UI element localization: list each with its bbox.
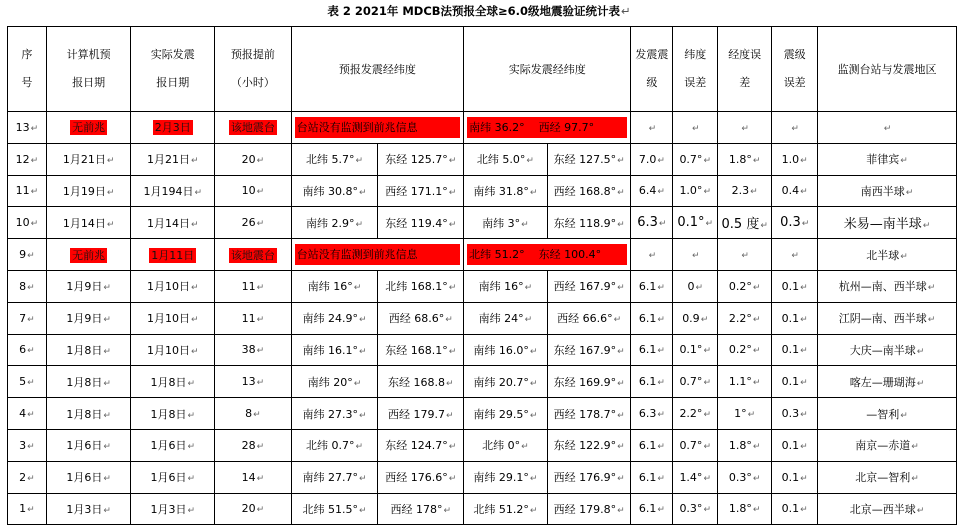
cell-seq: 5↵ — [8, 366, 47, 398]
table-title: 表 2 2021年 MDCB法预报全球≥6.0级地震验证统计表↵ — [327, 4, 631, 18]
cell-pred-lon: 西经 171.1°↵ — [378, 175, 464, 207]
cell-lat-error: ↵ — [673, 239, 718, 271]
cell-pred-lon: 东经 168.1°↵ — [378, 334, 464, 366]
table-row — [8, 302, 957, 334]
cell-lead-time: 20↵ — [215, 143, 292, 175]
cell-station: 大庆—南半球↵ — [818, 334, 957, 366]
header-lon-error: 经度误 差 — [718, 27, 772, 112]
cell-lat-error: 0.1°↵ — [673, 207, 718, 239]
cell-magnitude: 6.1↵ — [631, 461, 673, 493]
cell-mag-error: 0.1↵ — [772, 302, 818, 334]
table-row — [8, 493, 957, 525]
cell-calc-date: 1月8日↵ — [46, 398, 131, 430]
cell-mag-error: 0.1↵ — [772, 270, 818, 302]
cell-station: 北京—西半球↵ — [818, 493, 957, 525]
header-actual-date: 实际发震 报日期 — [131, 27, 215, 112]
cell-calc-date: 1月9日↵ — [46, 302, 131, 334]
cell-actual-lon: 东经 127.5°↵ — [547, 143, 631, 175]
cell-pred-lat: 北纬 51.5°↵ — [291, 493, 378, 525]
cell-station: 南西半球↵ — [818, 175, 957, 207]
cell-magnitude: 6.3↵ — [631, 398, 673, 430]
cell-lead-time: 28↵ — [215, 429, 292, 461]
cell-calc-date: 1月8日↵ — [46, 366, 131, 398]
cell-actual-lon: 西经 167.9°↵ — [547, 270, 631, 302]
cell-station: ↵ — [818, 112, 957, 144]
cell-actual-date: 1月14日↵ — [131, 207, 215, 239]
cell-mag-error: 0.4↵ — [772, 175, 818, 207]
cell-mag-error: 0.3↵ — [772, 398, 818, 430]
cell-station: 喀左—珊瑚海↵ — [818, 366, 957, 398]
cell-pred-lat: 南纬 16°↵ — [291, 270, 378, 302]
cell-calc-date: 1月3日↵ — [46, 493, 131, 525]
cell-lat-error: 0↵ — [673, 270, 718, 302]
cell-station: 江阴—南、西半球↵ — [818, 302, 957, 334]
cell-calc-date: 1月9日↵ — [46, 270, 131, 302]
cell-seq: 10↵ — [8, 207, 47, 239]
cell-magnitude: 6.1↵ — [631, 493, 673, 525]
cell-lon-error: 1°↵ — [718, 398, 772, 430]
cell-actual-date: 1月10日↵ — [131, 302, 215, 334]
earthquake-table — [7, 26, 957, 525]
cell-lat-error: 1.4°↵ — [673, 461, 718, 493]
cell-seq: 9↵ — [8, 239, 47, 271]
cell-magnitude: 7.0↵ — [631, 143, 673, 175]
cell-actual-lat: 北纬 5.0°↵ — [464, 143, 548, 175]
cell-calc-date: 1月6日↵ — [46, 461, 131, 493]
cell-actual-location: 北纬 51.2° 东经 100.4° — [464, 239, 631, 271]
cell-actual-date: 1月194日↵ — [131, 175, 215, 207]
cell-seq: 11↵ — [8, 175, 47, 207]
cell-actual-date: 1月10日↵ — [131, 270, 215, 302]
cell-lead-time: 该地震台 — [215, 239, 292, 271]
cell-actual-date: 1月10日↵ — [131, 334, 215, 366]
cell-lon-error: 1.8°↵ — [718, 143, 772, 175]
cell-lon-error: ↵ — [718, 239, 772, 271]
cell-mag-error: 0.1↵ — [772, 493, 818, 525]
cell-pred-lon: 东经 124.7°↵ — [378, 429, 464, 461]
cell-pred-lat: 南纬 2.9°↵ — [291, 207, 378, 239]
cell-actual-lat: 南纬 31.8°↵ — [464, 175, 548, 207]
cell-pred-lon: 北纬 168.1°↵ — [378, 270, 464, 302]
cell-pred-lat: 北纬 0.7°↵ — [291, 429, 378, 461]
cell-magnitude: 6.1↵ — [631, 302, 673, 334]
cell-lat-error: 0.7°↵ — [673, 366, 718, 398]
cell-magnitude: 6.3↵ — [631, 207, 673, 239]
cell-actual-lon: 西经 179.8°↵ — [547, 493, 631, 525]
cell-lon-error: 1.1°↵ — [718, 366, 772, 398]
cell-actual-date: 2月3日 — [131, 112, 215, 144]
table-row — [8, 239, 957, 271]
cell-magnitude: 6.4↵ — [631, 175, 673, 207]
cell-seq: 6↵ — [8, 334, 47, 366]
cell-lon-error: 1.8°↵ — [718, 429, 772, 461]
header-calc-date: 计算机预 报日期 — [46, 27, 131, 112]
cell-actual-lat: 南纬 16.0°↵ — [464, 334, 548, 366]
cell-actual-lat: 南纬 20.7°↵ — [464, 366, 548, 398]
cell-actual-lon: 西经 66.6°↵ — [547, 302, 631, 334]
cell-pred-lat: 南纬 20°↵ — [291, 366, 378, 398]
cell-mag-error: 0.1↵ — [772, 366, 818, 398]
cell-actual-date: 1月8日↵ — [131, 398, 215, 430]
cell-station: —智利↵ — [818, 398, 957, 430]
table-row — [8, 398, 957, 430]
cell-seq: 12↵ — [8, 143, 47, 175]
cell-lon-error: 0.2°↵ — [718, 270, 772, 302]
cell-seq: 2↵ — [8, 461, 47, 493]
header-lead-time: 预报提前 （小时） — [215, 27, 292, 112]
cell-lead-time: 26↵ — [215, 207, 292, 239]
cell-actual-date: 1月3日↵ — [131, 493, 215, 525]
cell-lat-error: ↵ — [673, 112, 718, 144]
table-row — [8, 270, 957, 302]
table-row — [8, 429, 957, 461]
cell-actual-date: 1月6日↵ — [131, 461, 215, 493]
cell-pred-lon: 西经 176.6°↵ — [378, 461, 464, 493]
cell-lat-error: 0.9↵ — [673, 302, 718, 334]
cell-actual-lat: 北纬 0°↵ — [464, 429, 548, 461]
header-row — [8, 27, 957, 112]
cell-lat-error: 0.1°↵ — [673, 334, 718, 366]
cell-lead-time: 该地震台 — [215, 112, 292, 144]
cell-actual-lat: 南纬 24°↵ — [464, 302, 548, 334]
header-seq: 序 号 — [8, 27, 47, 112]
cell-calc-date: 1月19日↵ — [46, 175, 131, 207]
cell-calc-date: 1月14日↵ — [46, 207, 131, 239]
cell-pred-lat: 北纬 5.7°↵ — [291, 143, 378, 175]
cell-predicted-location: 台站没有监测到前兆信息 — [291, 112, 463, 144]
table-body — [8, 112, 957, 525]
table-row — [8, 207, 957, 239]
cell-mag-error: 1.0↵ — [772, 143, 818, 175]
cell-pred-lon: 西经 68.6°↵ — [378, 302, 464, 334]
cell-station: 北京—智利↵ — [818, 461, 957, 493]
cell-pred-lat: 南纬 30.8°↵ — [291, 175, 378, 207]
cell-seq: 3↵ — [8, 429, 47, 461]
cell-actual-lon: 东经 122.9°↵ — [547, 429, 631, 461]
cell-magnitude: 6.1↵ — [631, 429, 673, 461]
cell-seq: 8↵ — [8, 270, 47, 302]
cell-pred-lat: 南纬 27.3°↵ — [291, 398, 378, 430]
cell-actual-lat: 南纬 29.1°↵ — [464, 461, 548, 493]
cell-magnitude: ↵ — [631, 112, 673, 144]
cell-lon-error: 0.2°↵ — [718, 334, 772, 366]
table-row — [8, 461, 957, 493]
cell-actual-lon: 西经 168.8°↵ — [547, 175, 631, 207]
cell-pred-lat: 南纬 16.1°↵ — [291, 334, 378, 366]
cell-actual-lon: 东经 118.9°↵ — [547, 207, 631, 239]
header-station: 监测台站与发震地区 — [818, 27, 957, 112]
cell-seq: 1↵ — [8, 493, 47, 525]
cell-lat-error: 0.3°↵ — [673, 493, 718, 525]
cell-actual-lon: 西经 178.7°↵ — [547, 398, 631, 430]
cell-lat-error: 0.7°↵ — [673, 429, 718, 461]
cell-lead-time: 11↵ — [215, 270, 292, 302]
cell-actual-date: 1月11日 — [131, 239, 215, 271]
table-row — [8, 334, 957, 366]
cell-actual-date: 1月6日↵ — [131, 429, 215, 461]
cell-magnitude: 6.1↵ — [631, 270, 673, 302]
header-magnitude: 发震震 级 — [631, 27, 673, 112]
cell-seq: 7↵ — [8, 302, 47, 334]
cell-actual-lat: 南纬 29.5°↵ — [464, 398, 548, 430]
cell-lon-error: ↵ — [718, 112, 772, 144]
cell-station: 杭州—南、西半球↵ — [818, 270, 957, 302]
cell-lead-time: 38↵ — [215, 334, 292, 366]
cell-actual-location: 南纬 36.2° 西经 97.7° — [464, 112, 631, 144]
cell-mag-error: ↵ — [772, 239, 818, 271]
cell-mag-error: 0.1↵ — [772, 429, 818, 461]
cell-pred-lon: 东经 168.8↵ — [378, 366, 464, 398]
cell-pred-lat: 南纬 24.9°↵ — [291, 302, 378, 334]
table-row — [8, 175, 957, 207]
cell-calc-date: 1月21日↵ — [46, 143, 131, 175]
cell-mag-error: 0.1↵ — [772, 461, 818, 493]
cell-magnitude: ↵ — [631, 239, 673, 271]
cell-actual-date: 1月8日↵ — [131, 366, 215, 398]
cell-predicted-location: 台站没有监测到前兆信息 — [291, 239, 463, 271]
cell-magnitude: 6.1↵ — [631, 366, 673, 398]
cell-station: 北半球↵ — [818, 239, 957, 271]
cell-lat-error: 2.2°↵ — [673, 398, 718, 430]
cell-lon-error: 2.2°↵ — [718, 302, 772, 334]
cell-mag-error: ↵ — [772, 112, 818, 144]
table-row — [8, 143, 957, 175]
cell-lon-error: 0.5 度↵ — [718, 207, 772, 239]
cell-lead-time: 11↵ — [215, 302, 292, 334]
cell-calc-date: 1月6日↵ — [46, 429, 131, 461]
cell-lead-time: 13↵ — [215, 366, 292, 398]
cell-actual-lon: 东经 169.9°↵ — [547, 366, 631, 398]
table-row — [8, 366, 957, 398]
cell-pred-lon: 东经 125.7°↵ — [378, 143, 464, 175]
cell-actual-lon: 西经 176.9°↵ — [547, 461, 631, 493]
cell-lon-error: 2.3↵ — [718, 175, 772, 207]
cell-actual-lat: 南纬 3°↵ — [464, 207, 548, 239]
cell-magnitude: 6.1↵ — [631, 334, 673, 366]
cell-actual-lat: 北纬 51.2°↵ — [464, 493, 548, 525]
cell-seq: 4↵ — [8, 398, 47, 430]
table-row — [8, 112, 957, 144]
cell-actual-lat: 南纬 16°↵ — [464, 270, 548, 302]
cell-calc-date: 1月8日↵ — [46, 334, 131, 366]
header-lat-error: 纬度 误差 — [673, 27, 718, 112]
cell-actual-date: 1月21日↵ — [131, 143, 215, 175]
cell-mag-error: 0.1↵ — [772, 334, 818, 366]
cell-pred-lon: 西经 179.7↵ — [378, 398, 464, 430]
cell-lead-time: 20↵ — [215, 493, 292, 525]
cell-pred-lon: 东经 119.4°↵ — [378, 207, 464, 239]
header-mag-error: 震级 误差 — [772, 27, 818, 112]
cell-calc-date: 无前兆 — [46, 239, 131, 271]
cell-station: 南京—赤道↵ — [818, 429, 957, 461]
cell-actual-lon: 东经 167.9°↵ — [547, 334, 631, 366]
cell-seq: 13↵ — [8, 112, 47, 144]
cell-lead-time: 14↵ — [215, 461, 292, 493]
cell-lon-error: 0.3°↵ — [718, 461, 772, 493]
header-actual-location: 实际发震经纬度 — [464, 27, 631, 112]
cell-pred-lon: 西经 178°↵ — [378, 493, 464, 525]
cell-lat-error: 0.7°↵ — [673, 143, 718, 175]
header-predicted-location: 预报发震经纬度 — [291, 27, 463, 112]
cell-station: 米易—南半球↵ — [818, 207, 957, 239]
cell-station: 菲律宾↵ — [818, 143, 957, 175]
cell-calc-date: 无前兆 — [46, 112, 131, 144]
cell-pred-lat: 南纬 27.7°↵ — [291, 461, 378, 493]
cell-lat-error: 1.0°↵ — [673, 175, 718, 207]
cell-lead-time: 10↵ — [215, 175, 292, 207]
cell-lon-error: 1.8°↵ — [718, 493, 772, 525]
cell-lead-time: 8↵ — [215, 398, 292, 430]
cell-mag-error: 0.3↵ — [772, 207, 818, 239]
